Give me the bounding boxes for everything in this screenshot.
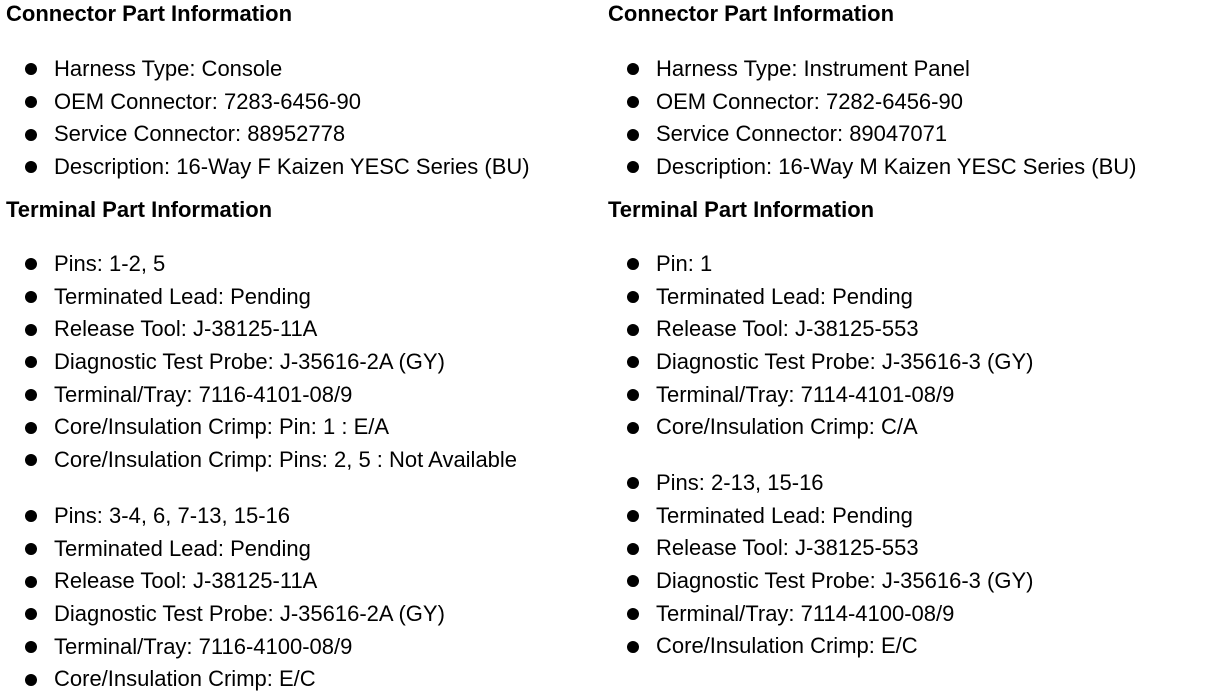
list-item xyxy=(608,411,1033,444)
list-item xyxy=(6,53,530,86)
bullet-icon xyxy=(627,422,639,434)
list-item xyxy=(6,663,445,696)
list-item-text: Pin: 1 xyxy=(656,251,713,276)
list-item-text: Harness Type: Instrument Panel xyxy=(656,56,970,81)
list-item xyxy=(6,151,530,184)
list-item xyxy=(608,467,1033,500)
terminal-part-heading: Terminal Part Information xyxy=(6,197,273,222)
bullet-icon xyxy=(627,477,639,489)
bullet-icon xyxy=(627,291,639,303)
list-item xyxy=(608,379,1033,412)
list-item xyxy=(6,248,517,281)
connector-part-heading: Connector Part Information xyxy=(6,1,293,26)
list-item xyxy=(608,532,1033,565)
list-item xyxy=(6,565,445,598)
list-item xyxy=(608,598,1033,631)
list-item xyxy=(6,346,517,379)
terminal-group-1-list xyxy=(6,248,517,477)
list-item xyxy=(608,248,1033,281)
list-item-text: Release Tool: J-38125-11A xyxy=(54,568,318,594)
list-item-text: Core/Insulation Crimp: E/C xyxy=(54,666,316,692)
list-item xyxy=(6,281,517,314)
list-item xyxy=(608,630,1033,663)
list-item-text: Pins: 1-2, 5 xyxy=(54,251,166,276)
bullet-icon xyxy=(25,641,37,653)
list-item xyxy=(6,631,445,664)
list-item xyxy=(6,379,517,412)
list-item-text: Diagnostic Test Probe: J-35616-3 (GY) xyxy=(656,568,1034,594)
list-item-text: Terminated Lead: Pending xyxy=(54,535,311,561)
list-item-text: Service Connector: 89047071 xyxy=(656,121,948,147)
list-item-text: Pins: 3-4, 6, 7-13, 15-16 xyxy=(54,503,291,528)
bullet-icon xyxy=(627,356,639,368)
list-item-text: Release Tool: J-38125-11A xyxy=(54,316,318,342)
list-item xyxy=(608,500,1033,533)
list-item-text: Core/Insulation Crimp: C/A xyxy=(656,414,918,440)
bullet-icon xyxy=(25,291,37,303)
list-item xyxy=(608,313,1033,346)
bullet-icon xyxy=(627,608,639,620)
list-item-text: Terminal/Tray: 7116-4101-08/9 xyxy=(54,381,353,407)
connector-part-list xyxy=(6,53,530,184)
bullet-icon xyxy=(25,576,37,588)
list-item-text: Release Tool: J-38125-553 xyxy=(656,316,919,342)
bullet-icon xyxy=(627,258,639,270)
bullet-icon xyxy=(25,161,37,173)
bullet-icon xyxy=(627,63,639,75)
list-item-text: Diagnostic Test Probe: J-35616-3 (GY) xyxy=(656,349,1034,375)
list-item-text: Terminal/Tray: 7114-4100-08/9 xyxy=(656,600,955,626)
list-item-text: Core/Insulation Crimp: E/C xyxy=(656,633,918,659)
list-item-text: Release Tool: J-38125-553 xyxy=(656,535,919,561)
terminal-group-2-list xyxy=(6,500,445,696)
bullet-icon xyxy=(627,129,639,141)
list-item-text: Terminated Lead: Pending xyxy=(656,502,913,528)
list-item xyxy=(6,118,530,151)
list-item-text: Description: 16-Way F Kaizen YESC Series (BU) xyxy=(54,154,530,180)
list-item xyxy=(6,500,445,533)
bullet-icon xyxy=(627,543,639,555)
bullet-icon xyxy=(627,161,639,173)
list-item-text: OEM Connector: 7282-6456-90 xyxy=(656,88,963,114)
list-item-text: Description: 16-Way M Kaizen YESC Series (BU) xyxy=(656,154,1137,180)
bullet-icon xyxy=(25,96,37,108)
bullet-icon xyxy=(627,510,639,522)
bullet-icon xyxy=(25,454,37,466)
list-item xyxy=(608,151,1137,184)
bullet-icon xyxy=(25,510,37,522)
list-item-text: Terminated Lead: Pending xyxy=(656,283,913,309)
bullet-icon xyxy=(627,324,639,336)
list-item xyxy=(6,313,517,346)
bullet-icon xyxy=(25,422,37,434)
list-item xyxy=(608,86,1137,119)
list-item-text: Terminated Lead: Pending xyxy=(54,283,311,309)
list-item-text: Core/Insulation Crimp: Pins: 2, 5 : Not Available xyxy=(54,447,518,473)
bullet-icon xyxy=(25,608,37,620)
bullet-icon xyxy=(627,96,639,108)
list-item xyxy=(608,346,1033,379)
terminal-group-1-list xyxy=(608,248,1033,444)
terminal-part-heading: Terminal Part Information xyxy=(608,197,875,222)
list-item-text: Core/Insulation Crimp: Pin: 1 : E/A xyxy=(54,414,390,440)
bullet-icon xyxy=(25,258,37,270)
list-item xyxy=(608,118,1137,151)
list-item-text: Terminal/Tray: 7114-4101-08/9 xyxy=(656,381,955,407)
bullet-icon xyxy=(25,129,37,141)
bullet-icon xyxy=(627,641,639,653)
bullet-icon xyxy=(25,63,37,75)
list-item xyxy=(608,281,1033,314)
list-item-text: Harness Type: Console xyxy=(54,56,283,81)
bullet-icon xyxy=(25,674,37,686)
bullet-icon xyxy=(627,389,639,401)
bullet-icon xyxy=(627,575,639,587)
list-item-text: Diagnostic Test Probe: J-35616-2A (GY) xyxy=(54,601,445,627)
list-item-text: Service Connector: 88952778 xyxy=(54,121,346,147)
bullet-icon xyxy=(25,324,37,336)
list-item xyxy=(608,565,1033,598)
list-item xyxy=(6,86,530,119)
terminal-group-2-list xyxy=(608,467,1033,663)
list-item xyxy=(6,598,445,631)
bullet-icon xyxy=(25,543,37,555)
list-item-text: Terminal/Tray: 7116-4100-08/9 xyxy=(54,633,353,659)
list-item-text: OEM Connector: 7283-6456-90 xyxy=(54,88,361,114)
connector-part-list xyxy=(608,53,1137,184)
list-item-text: Pins: 2-13, 15-16 xyxy=(656,470,824,495)
list-item xyxy=(6,444,517,477)
bullet-icon xyxy=(25,389,37,401)
bullet-icon xyxy=(25,356,37,368)
list-item xyxy=(6,533,445,566)
connector-part-heading: Connector Part Information xyxy=(608,1,895,26)
list-item xyxy=(6,411,517,444)
list-item xyxy=(608,53,1137,86)
list-item-text: Diagnostic Test Probe: J-35616-2A (GY) xyxy=(54,349,445,375)
